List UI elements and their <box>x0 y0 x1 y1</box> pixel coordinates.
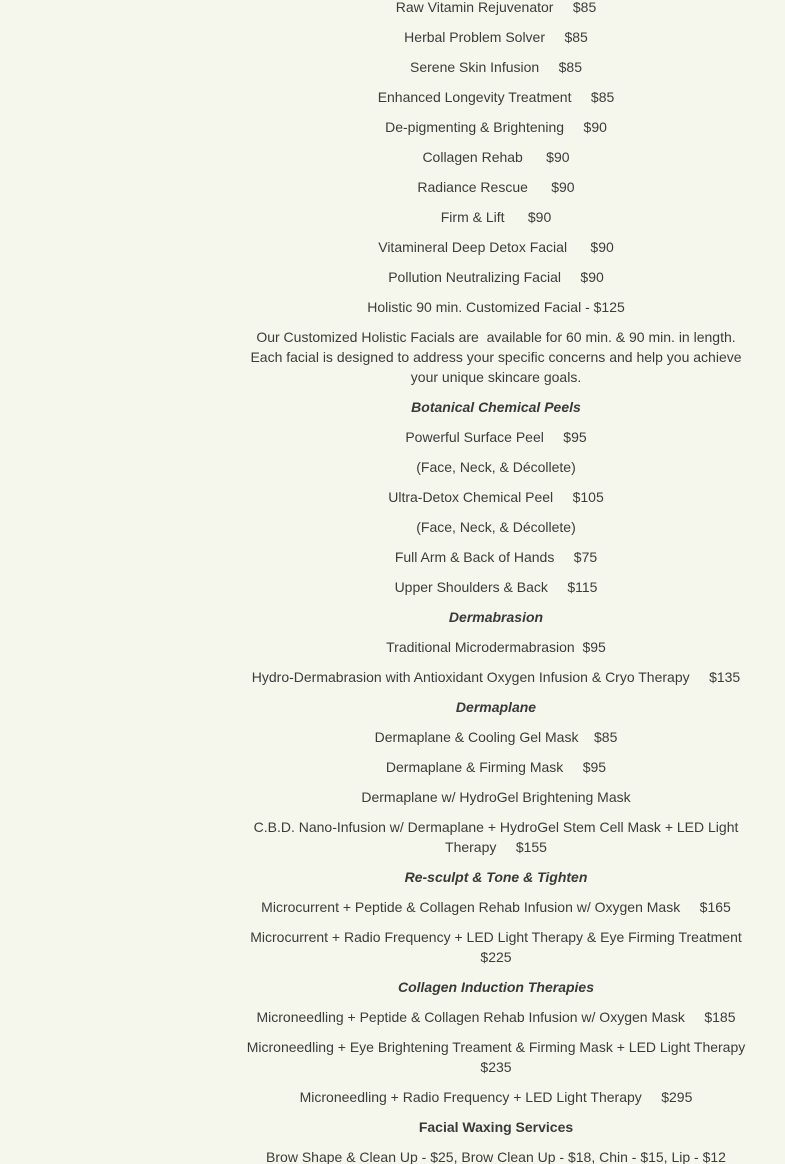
service-item: Firm & Lift $90 <box>440 209 552 225</box>
service-item: Powerful Surface Peel $95 <box>405 429 587 445</box>
section-heading: Re-sculpt & Tone & Tighten <box>404 869 588 885</box>
service-item: Microneedling + Radio Frequency + LED Light Therapy $295 <box>299 1089 693 1105</box>
service-item: (Face, Neck, & Décollete) <box>416 519 576 535</box>
section-heading: Collagen Induction Therapies <box>397 979 595 995</box>
service-item: Vitamineral Deep Detox Facial $90 <box>378 239 614 255</box>
service-item: Pollution Neutralizing Facial $90 <box>388 269 604 285</box>
service-item: Dermaplane & Cooling Gel Mask $85 <box>374 729 618 745</box>
service-item: Collagen Rehab $90 <box>422 149 570 165</box>
section-heading: Botanical Chemical Peels <box>411 399 581 415</box>
service-item: Herbal Problem Solver $85 <box>404 29 588 45</box>
service-item: Traditional Microdermabrasion $95 <box>386 639 606 655</box>
service-item: Microneedling + Peptide & Collagen Rehab Infusion w/ Oxygen Mask $185 <box>256 1009 736 1025</box>
service-item: Enhanced Longevity Treatment $85 <box>377 89 615 105</box>
service-item: Hydro-Dermabrasion with Antioxidant Oxygen Infusion & Cryo Therapy $135 <box>251 669 741 685</box>
section-heading: Facial Waxing Services <box>418 1119 574 1135</box>
service-item: Dermaplane & Firming Mask $95 <box>385 759 607 775</box>
service-item: De-pigmenting & Brightening $90 <box>385 119 607 135</box>
service-item: (Face, Neck, & Décollete) <box>416 459 576 475</box>
description-text: Our Customized Holistic Facials are available for 60 min. & 90 min. in length. Each facial is designed to address your specific concerns and help you achieve your unique skincare goals. <box>250 329 746 385</box>
service-item: Brow Shape & Clean Up - $25, Brow Clean Up - $18, Chin - $15, Lip - $12 <box>266 1149 726 1164</box>
service-item: Holistic 90 min. Customized Facial - $125 <box>367 299 625 315</box>
service-item: Upper Shoulders & Back $115 <box>394 579 598 595</box>
section-heading: Dermaplane <box>455 699 537 715</box>
service-item: Microneedling + Eye Brightening Treament & Firming Mask + LED Light Therapy $235 <box>246 1039 750 1075</box>
service-item: Dermaplane w/ HydroGel Brightening Mask <box>361 789 631 805</box>
service-item: Microcurrent + Radio Frequency + LED Light Therapy & Eye Firming Treatment $225 <box>250 929 746 965</box>
service-item: Raw Vitamin Rejuvenator $85 <box>395 0 597 15</box>
service-item: Ultra-Detox Chemical Peel $105 <box>388 489 604 505</box>
section-heading: Dermabrasion <box>448 609 544 625</box>
service-item: Serene Skin Infusion $85 <box>410 59 582 75</box>
service-item: C.B.D. Nano-Infusion w/ Dermaplane + HydroGel Stem Cell Mask + LED Light Therapy $155 <box>253 819 743 855</box>
services-list <box>244 0 748 1164</box>
service-item: Radiance Rescue $90 <box>417 179 575 195</box>
service-item: Full Arm & Back of Hands $75 <box>394 549 598 565</box>
service-item: Microcurrent + Peptide & Collagen Rehab Infusion w/ Oxygen Mask $165 <box>261 899 731 915</box>
